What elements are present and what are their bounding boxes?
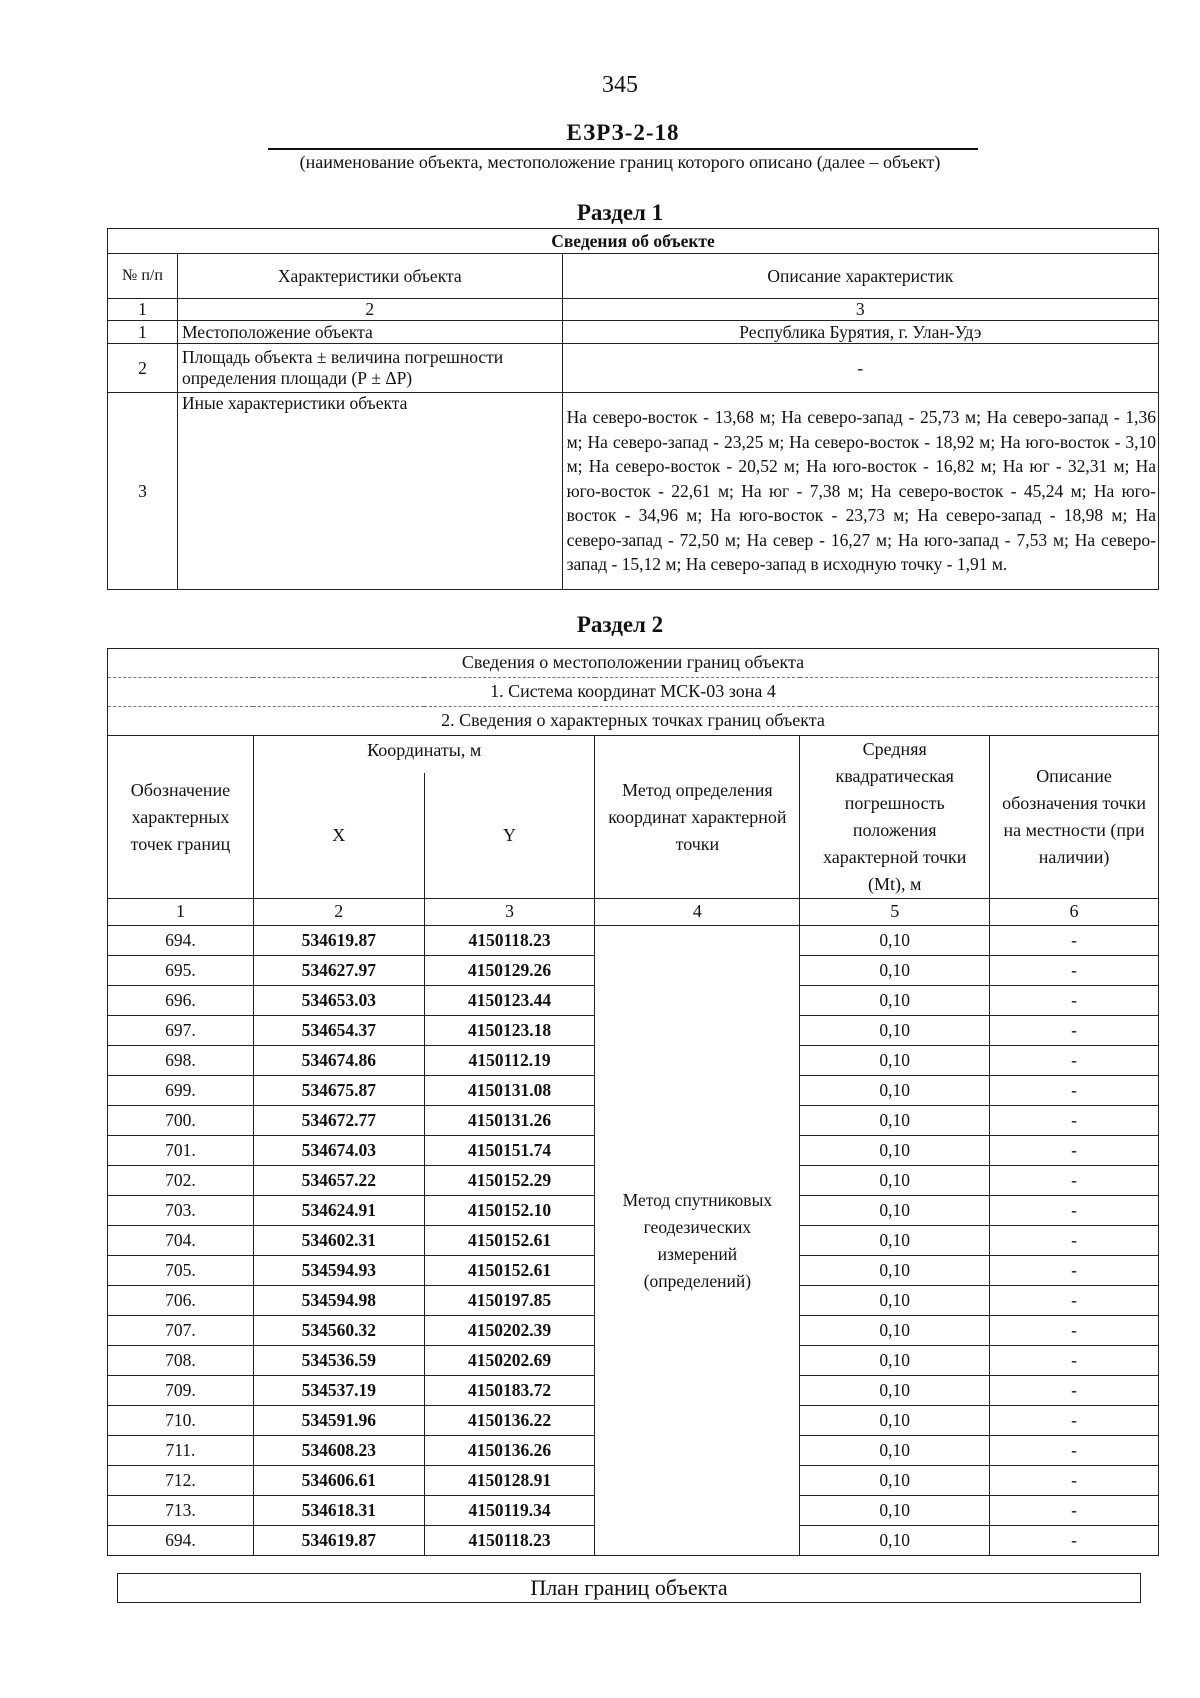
x-coordinate: 534653.03 — [253, 986, 424, 1016]
error-value: 0,10 — [800, 926, 990, 956]
point-description: - — [990, 1076, 1159, 1106]
point-id: 697. — [108, 1016, 254, 1046]
y-coordinate: 4150183.72 — [424, 1376, 595, 1406]
error-value: 0,10 — [800, 1496, 990, 1526]
point-id: 709. — [108, 1376, 254, 1406]
point-description: - — [990, 956, 1159, 986]
error-value: 0,10 — [800, 956, 990, 986]
error-value: 0,10 — [800, 986, 990, 1016]
y-coordinate: 4150151.74 — [424, 1136, 595, 1166]
point-id: 696. — [108, 986, 254, 1016]
characteristic-other: Иные характеристики объекта — [177, 393, 562, 590]
error-value: 0,10 — [800, 1136, 990, 1166]
y-coordinate: 4150152.61 — [424, 1256, 595, 1286]
point-id: 701. — [108, 1136, 254, 1166]
point-id: 698. — [108, 1046, 254, 1076]
row-number: 2 — [108, 344, 178, 393]
value-other-directions: На северо-восток - 13,68 м; На северо-запад - 25,73 м; На северо-запад - 1,36 м; На северо-запад - 23,25 м; На северо-восток - 18,92 м; На юго-восток - 3,10 м; На северо-восток - 20,52 м; На юго-восток - 16,82 м; На юг - 32,31 м; На юго-восток - 22,61 м; На юг - 7,38 м; На северо-восток - 45,24 м; На юго-восток - 34,96 м; На юго-восток - 23,73 м; На северо-запад - 18,98 м; На северо-запад - 72,50 м; На север - 16,27 м; На юго-запад - 7,53 м; На северо-запад - 15,12 м; На северо-запад в исходную точку - 1,91 м. — [562, 393, 1158, 590]
points-info-title: 2. Сведения о характерных точках границ объекта — [108, 707, 1159, 736]
error-value: 0,10 — [800, 1526, 990, 1556]
point-description: - — [990, 1016, 1159, 1046]
col-index: 5 — [800, 899, 990, 926]
col-index: 1 — [108, 299, 178, 321]
object-name: ЕЗРЗ-2-18 — [268, 120, 978, 150]
y-coordinate: 4150136.26 — [424, 1436, 595, 1466]
point-id: 699. — [108, 1076, 254, 1106]
object-info-table-title: Сведения об объекте — [108, 229, 1159, 254]
error-value: 0,10 — [800, 1076, 990, 1106]
col-header-method: Метод определения координат характерной точки — [595, 736, 800, 899]
y-coordinate: 4150131.08 — [424, 1076, 595, 1106]
point-id: 705. — [108, 1256, 254, 1286]
point-description: - — [990, 1196, 1159, 1226]
y-coordinate: 4150152.10 — [424, 1196, 595, 1226]
col-header-num: № п/п — [108, 254, 178, 299]
point-id: 700. — [108, 1106, 254, 1136]
method-cell: Метод спутниковых геодезических измерений (определений) — [595, 926, 800, 1556]
points-body — [108, 926, 1159, 1556]
point-id: 695. — [108, 956, 254, 986]
x-coordinate: 534657.22 — [253, 1166, 424, 1196]
error-value: 0,10 — [800, 1466, 990, 1496]
boundary-points-table — [107, 648, 1159, 1556]
x-coordinate: 534594.98 — [253, 1286, 424, 1316]
point-id: 713. — [108, 1496, 254, 1526]
x-coordinate: 534624.91 — [253, 1196, 424, 1226]
col-index: 3 — [424, 899, 595, 926]
x-coordinate: 534654.37 — [253, 1016, 424, 1046]
characteristic-area: Площадь объекта ± величина погрешности определения площади (Р ± ΔР) — [177, 344, 562, 393]
error-value: 0,10 — [800, 1346, 990, 1376]
x-coordinate: 534536.59 — [253, 1346, 424, 1376]
x-coordinate: 534608.23 — [253, 1436, 424, 1466]
x-coordinate: 534674.03 — [253, 1136, 424, 1166]
y-coordinate: 4150152.61 — [424, 1226, 595, 1256]
point-description: - — [990, 1376, 1159, 1406]
x-coordinate: 534602.31 — [253, 1226, 424, 1256]
point-description: - — [990, 1316, 1159, 1346]
point-description: - — [990, 1406, 1159, 1436]
col-header-point-id: Обозначение характерных точек границ — [108, 736, 254, 899]
point-id: 702. — [108, 1166, 254, 1196]
y-coordinate: 4150128.91 — [424, 1466, 595, 1496]
col-index: 4 — [595, 899, 800, 926]
y-coordinate: 4150136.22 — [424, 1406, 595, 1436]
y-coordinate: 4150197.85 — [424, 1286, 595, 1316]
error-value: 0,10 — [800, 1166, 990, 1196]
point-description: - — [990, 1436, 1159, 1466]
point-description: - — [990, 1046, 1159, 1076]
col-header-coordinates: Координаты, м — [253, 736, 595, 773]
x-coordinate: 534618.31 — [253, 1496, 424, 1526]
point-id: 704. — [108, 1226, 254, 1256]
error-value: 0,10 — [800, 1286, 990, 1316]
point-description: - — [990, 1466, 1159, 1496]
col-index: 1 — [108, 899, 254, 926]
error-value: 0,10 — [800, 1106, 990, 1136]
point-id: 707. — [108, 1316, 254, 1346]
x-coordinate: 534619.87 — [253, 1526, 424, 1556]
point-description: - — [990, 986, 1159, 1016]
x-coordinate: 534594.93 — [253, 1256, 424, 1286]
point-description: - — [990, 1286, 1159, 1316]
object-name-caption: (наименование объекта, местоположение границ которого описано (далее – объект) — [299, 152, 941, 172]
y-coordinate: 4150202.39 — [424, 1316, 595, 1346]
col-header-error: Средняя квадратическая погрешность положения характерной точки (Mt), м — [800, 736, 990, 899]
point-description: - — [990, 1346, 1159, 1376]
col-index: 2 — [253, 899, 424, 926]
x-coordinate: 534674.86 — [253, 1046, 424, 1076]
x-coordinate: 534619.87 — [253, 926, 424, 956]
y-coordinate: 4150152.29 — [424, 1166, 595, 1196]
col-index: 3 — [562, 299, 1158, 321]
col-header-y: Y — [424, 773, 595, 899]
point-description: - — [990, 1166, 1159, 1196]
y-coordinate: 4150123.44 — [424, 986, 595, 1016]
point-id: 710. — [108, 1406, 254, 1436]
row-number: 3 — [108, 393, 178, 590]
point-description: - — [990, 1106, 1159, 1136]
page-number: 345 — [602, 72, 638, 98]
x-coordinate: 534537.19 — [253, 1376, 424, 1406]
point-description: - — [990, 926, 1159, 956]
col-index: 6 — [990, 899, 1159, 926]
x-coordinate: 534675.87 — [253, 1076, 424, 1106]
y-coordinate: 4150118.23 — [424, 926, 595, 956]
point-description: - — [990, 1256, 1159, 1286]
col-header-point-description: Описание обозначения точки на местности (при наличии) — [990, 736, 1159, 899]
point-id: 703. — [108, 1196, 254, 1226]
error-value: 0,10 — [800, 1316, 990, 1346]
point-id: 708. — [108, 1346, 254, 1376]
y-coordinate: 4150119.34 — [424, 1496, 595, 1526]
error-value: 0,10 — [800, 1256, 990, 1286]
characteristic-location: Местоположение объекта — [177, 321, 562, 344]
boundary-plan-title: План границ объекта — [117, 1573, 1141, 1603]
point-id: 694. — [108, 1526, 254, 1556]
point-id: 711. — [108, 1436, 254, 1466]
point-description: - — [990, 1136, 1159, 1166]
y-coordinate: 4150202.69 — [424, 1346, 595, 1376]
point-description: - — [990, 1526, 1159, 1556]
value-location: Республика Бурятия, г. Улан-Удэ — [562, 321, 1158, 344]
error-value: 0,10 — [800, 1196, 990, 1226]
x-coordinate: 534560.32 — [253, 1316, 424, 1346]
section-1-title: Раздел 1 — [576, 200, 664, 225]
error-value: 0,10 — [800, 1376, 990, 1406]
error-value: 0,10 — [800, 1406, 990, 1436]
y-coordinate: 4150123.18 — [424, 1016, 595, 1046]
point-id: 712. — [108, 1466, 254, 1496]
row-number: 1 — [108, 321, 178, 344]
col-header-description: Описание характеристик — [562, 254, 1158, 299]
col-header-characteristics: Характеристики объекта — [177, 254, 562, 299]
point-id: 694. — [108, 926, 254, 956]
x-coordinate: 534591.96 — [253, 1406, 424, 1436]
error-value: 0,10 — [800, 1226, 990, 1256]
x-coordinate: 534627.97 — [253, 956, 424, 986]
x-coordinate: 534672.77 — [253, 1106, 424, 1136]
col-index: 2 — [177, 299, 562, 321]
object-info-table — [107, 228, 1159, 590]
error-value: 0,10 — [800, 1046, 990, 1076]
point-id: 706. — [108, 1286, 254, 1316]
location-info-title: Сведения о местоположении границ объекта — [108, 649, 1159, 678]
y-coordinate: 4150112.19 — [424, 1046, 595, 1076]
error-value: 0,10 — [800, 1436, 990, 1466]
x-coordinate: 534606.61 — [253, 1466, 424, 1496]
point-description: - — [990, 1226, 1159, 1256]
section-2-title: Раздел 2 — [576, 612, 664, 637]
coordinate-system: 1. Система координат МСК-03 зона 4 — [108, 678, 1159, 707]
point-description: - — [990, 1496, 1159, 1526]
table-row — [108, 926, 1159, 956]
y-coordinate: 4150131.26 — [424, 1106, 595, 1136]
col-header-x: X — [253, 773, 424, 899]
y-coordinate: 4150129.26 — [424, 956, 595, 986]
value-area: - — [562, 344, 1158, 393]
y-coordinate: 4150118.23 — [424, 1526, 595, 1556]
error-value: 0,10 — [800, 1016, 990, 1046]
